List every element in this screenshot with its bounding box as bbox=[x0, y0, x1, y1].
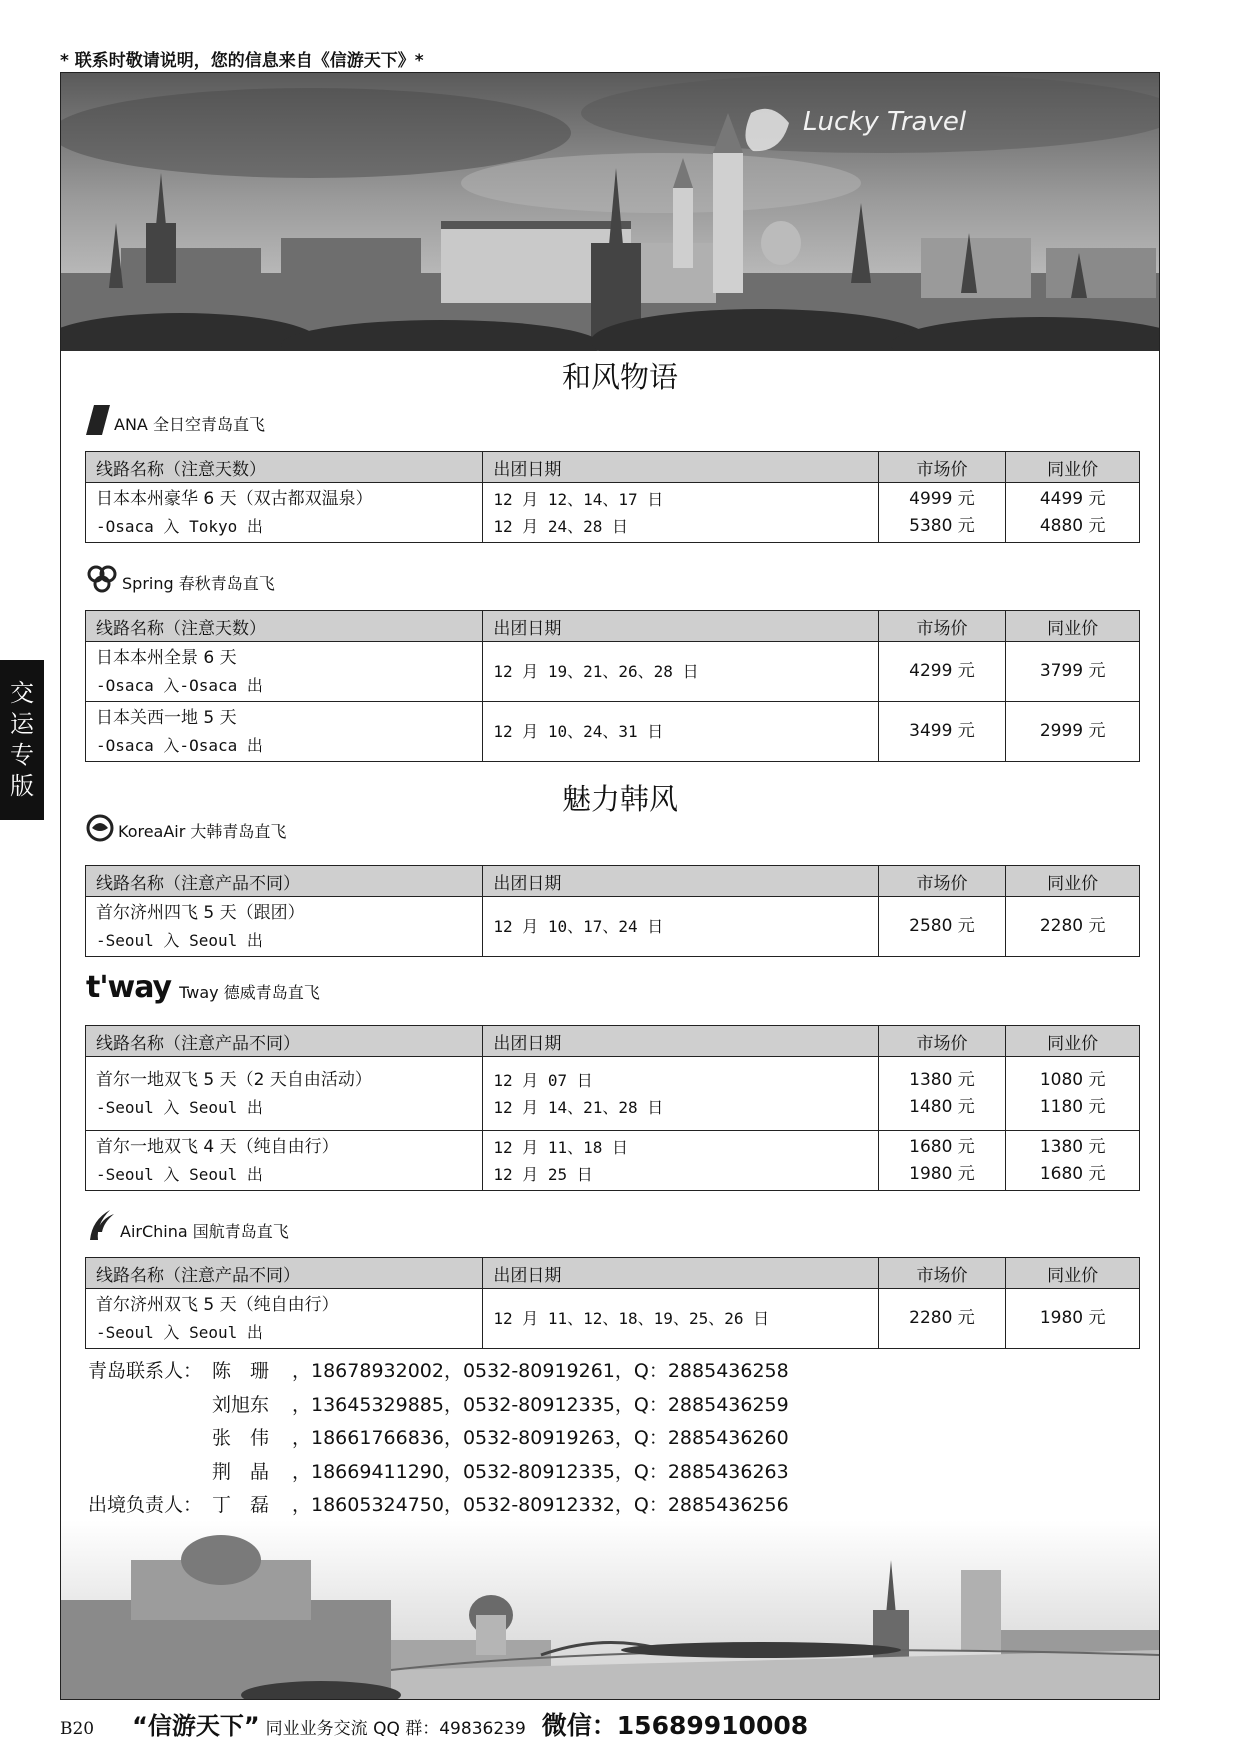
header-trade: 同业价 bbox=[1006, 1258, 1140, 1289]
header-date: 出团日期 bbox=[483, 866, 878, 897]
route-gateway: -Seoul 入 Seoul 出 bbox=[96, 930, 263, 950]
route-name: 首尔济州双飞 5 天（纯自由行） bbox=[96, 1294, 339, 1315]
route-name: 首尔一地双飞 5 天（2 天自由活动） bbox=[96, 1069, 372, 1090]
trade-price: 1180 元 bbox=[1039, 1096, 1106, 1117]
contact-row bbox=[88, 1355, 789, 1389]
contact-label bbox=[88, 1389, 212, 1423]
contact-info: ，18605324750，0532-80912332，Q：2885436256 bbox=[292, 1494, 789, 1516]
departure-date: 12 月 25 日 bbox=[493, 1164, 593, 1184]
departure-date: 12 月 12、14、17 日 bbox=[493, 489, 664, 509]
contact-name: 张 伟 bbox=[212, 1427, 270, 1449]
trade-price: 1080 元 bbox=[1039, 1069, 1106, 1090]
route-gateway: -Osaca 入-Osaca 出 bbox=[96, 675, 263, 695]
departure-date: 12 月 10、17、24 日 bbox=[483, 897, 878, 957]
airline-spring bbox=[86, 562, 275, 594]
departure-date: 12 月 11、18 日 bbox=[493, 1137, 629, 1157]
route-name: 首尔一地双飞 4 天（纯自由行） bbox=[96, 1136, 339, 1157]
market-price: 3499 元 bbox=[878, 702, 1006, 762]
header-route: 线路名称（注意天数） bbox=[86, 611, 483, 642]
departure-date: 12 月 14、21、28 日 bbox=[493, 1097, 664, 1117]
header-route: 线路名称（注意产品不同） bbox=[86, 1258, 483, 1289]
header-route: 线路名称（注意天数） bbox=[86, 452, 483, 483]
airline-label: KoreaAir 大韩青岛直飞 bbox=[118, 822, 287, 841]
route-name: 日本本州全景 6 天 bbox=[96, 647, 237, 668]
footer-qq-group: 同业业务交流 QQ 群：49836239 bbox=[265, 1719, 526, 1739]
header-trade: 同业价 bbox=[1006, 611, 1140, 642]
bottom-banner-image bbox=[61, 1520, 1159, 1699]
header-trade: 同业价 bbox=[1006, 452, 1140, 483]
contact-name: 丁 磊 bbox=[212, 1494, 270, 1516]
market-price: 2580 元 bbox=[878, 897, 1006, 957]
airline-koreaair bbox=[86, 814, 286, 842]
airline-label: Tway 德威青岛直飞 bbox=[179, 983, 320, 1002]
route-gateway: -Osaca 入 Tokyo 出 bbox=[96, 516, 263, 536]
trade-price: 3799 元 bbox=[1006, 642, 1140, 702]
market-price: 4299 元 bbox=[878, 642, 1006, 702]
airchina-phoenix-logo-icon bbox=[86, 1206, 116, 1242]
trade-price: 1680 元 bbox=[1039, 1163, 1106, 1184]
footer-wechat: 微信：15689910008 bbox=[541, 1711, 809, 1740]
trade-price: 4499 元 bbox=[1039, 488, 1106, 509]
contact-info: ，18661766836，0532-80919263，Q：2885436260 bbox=[292, 1427, 789, 1449]
contact-label: 青岛联系人： bbox=[88, 1360, 203, 1382]
airline-label: Spring 春秋青岛直飞 bbox=[122, 574, 275, 593]
trade-price: 2280 元 bbox=[1006, 897, 1140, 957]
koreaair-logo-icon bbox=[86, 814, 114, 842]
header-market: 市场价 bbox=[878, 1258, 1006, 1289]
contact-name: 陈 珊 bbox=[212, 1360, 270, 1382]
contact-label bbox=[88, 1422, 212, 1456]
table-row bbox=[86, 1057, 1140, 1131]
route-table-koreaair bbox=[85, 865, 1140, 957]
contact-row bbox=[88, 1456, 789, 1490]
spring-logo-icon bbox=[86, 562, 118, 594]
departure-date: 12 月 19、21、26、28 日 bbox=[483, 642, 878, 702]
contact-name: 荆 晶 bbox=[212, 1460, 270, 1483]
route-name: 首尔济州四飞 5 天（跟团） bbox=[96, 902, 305, 923]
header-date: 出团日期 bbox=[483, 452, 878, 483]
section-title-japan: 和风物语 bbox=[561, 360, 678, 394]
contact-label bbox=[88, 1456, 212, 1490]
departure-date: 12 月 24、28 日 bbox=[493, 516, 629, 536]
table-row bbox=[86, 1131, 1140, 1191]
route-table-airchina bbox=[85, 1257, 1140, 1349]
route-table-spring bbox=[85, 610, 1140, 762]
route-table-tway bbox=[85, 1025, 1140, 1191]
source-note: * 联系时敬请说明，您的信息来自《信游天下》* bbox=[60, 51, 424, 71]
route-name: 日本关西一地 5 天 bbox=[96, 707, 237, 728]
route-gateway: -Osaca 入-Osaca 出 bbox=[96, 735, 263, 755]
airline-label: AirChina 国航青岛直飞 bbox=[120, 1222, 289, 1241]
side-tab-char: 运 bbox=[10, 710, 34, 738]
market-price: 2280 元 bbox=[878, 1289, 1006, 1349]
airline-label: ANA 全日空青岛直飞 bbox=[114, 415, 265, 434]
header-market: 市场价 bbox=[878, 1026, 1006, 1057]
trade-price: 2999 元 bbox=[1006, 702, 1140, 762]
header-market: 市场价 bbox=[878, 611, 1006, 642]
market-price: 1380 元 bbox=[909, 1069, 975, 1090]
table-row bbox=[86, 702, 1140, 762]
trade-price: 1380 元 bbox=[1039, 1136, 1106, 1157]
market-price: 1980 元 bbox=[909, 1163, 975, 1184]
contact-label: 出境负责人： bbox=[88, 1494, 203, 1516]
header-market: 市场价 bbox=[878, 866, 1006, 897]
top-banner-image bbox=[61, 73, 1159, 351]
table-row bbox=[86, 642, 1140, 702]
table-row bbox=[86, 897, 1140, 957]
side-tab-char: 版 bbox=[10, 772, 34, 800]
header-market: 市场价 bbox=[878, 452, 1006, 483]
airline-tway bbox=[86, 970, 320, 1005]
side-tab-char: 专 bbox=[10, 741, 34, 769]
footer-brand: “信游天下” bbox=[132, 1712, 260, 1740]
section-title-korea: 魅力韩风 bbox=[561, 782, 678, 816]
header-date: 出团日期 bbox=[483, 1026, 878, 1057]
contact-info: ，13645329885，0532-80912335，Q：2885436259 bbox=[292, 1393, 789, 1416]
contact-row bbox=[88, 1489, 789, 1523]
contact-list bbox=[88, 1355, 789, 1523]
header-date: 出团日期 bbox=[483, 1258, 878, 1289]
header-trade: 同业价 bbox=[1006, 866, 1140, 897]
route-gateway: -Seoul 入 Seoul 出 bbox=[96, 1097, 263, 1117]
contact-info: ，18678932002，0532-80919261，Q：2885436258 bbox=[292, 1360, 789, 1382]
departure-date: 12 月 07 日 bbox=[493, 1070, 593, 1090]
trade-price: 1980 元 bbox=[1006, 1289, 1140, 1349]
airline-ana bbox=[86, 405, 265, 435]
trade-price: 4880 元 bbox=[1039, 515, 1106, 536]
tway-logo-icon: t'way bbox=[86, 970, 172, 1005]
departure-date: 12 月 11、12、18、19、25、26 日 bbox=[483, 1289, 878, 1349]
contact-info: ，18669411290，0532-80912335，Q：2885436263 bbox=[292, 1460, 789, 1483]
header-route: 线路名称（注意产品不同） bbox=[86, 866, 483, 897]
route-gateway: -Seoul 入 Seoul 出 bbox=[96, 1322, 263, 1342]
moscow-river-illustration bbox=[61, 1520, 1159, 1699]
market-price: 4999 元 bbox=[909, 488, 975, 509]
header-date: 出团日期 bbox=[483, 611, 878, 642]
page-number: B20 bbox=[60, 1719, 95, 1739]
table-row bbox=[86, 483, 1140, 543]
market-price: 1680 元 bbox=[909, 1136, 975, 1157]
ana-logo-icon bbox=[86, 405, 110, 435]
airline-airchina bbox=[86, 1206, 289, 1242]
contact-row bbox=[88, 1389, 789, 1423]
market-price: 5380 元 bbox=[909, 515, 975, 536]
departure-date: 12 月 10、24、31 日 bbox=[483, 702, 878, 762]
side-tab-char: 交 bbox=[10, 679, 34, 707]
kremlin-skyline-illustration bbox=[61, 73, 1159, 351]
lucky-travel-logo-text: Lucky Travel bbox=[803, 107, 967, 137]
page-footer bbox=[60, 1706, 808, 1742]
route-name: 日本本州豪华 6 天（双古都双温泉） bbox=[96, 488, 373, 509]
route-gateway: -Seoul 入 Seoul 出 bbox=[96, 1164, 263, 1184]
table-row bbox=[86, 1289, 1140, 1349]
header-trade: 同业价 bbox=[1006, 1026, 1140, 1057]
market-price: 1480 元 bbox=[909, 1096, 975, 1117]
contact-row bbox=[88, 1422, 789, 1456]
route-table-ana bbox=[85, 451, 1140, 543]
header-route: 线路名称（注意产品不同） bbox=[86, 1026, 483, 1057]
contact-name: 刘旭东 bbox=[212, 1393, 270, 1416]
